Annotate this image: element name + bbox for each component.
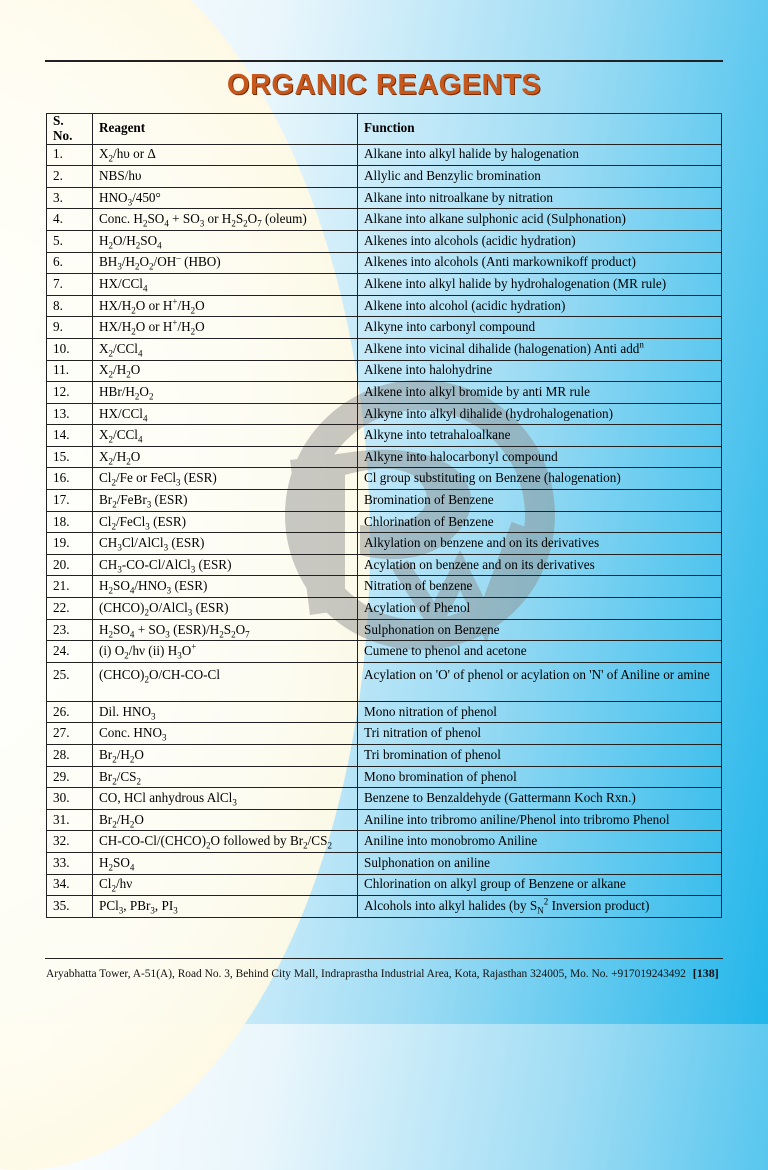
- reagent-cell: $(CHCO)_2O/CH-CO-Cl$: [93, 662, 358, 701]
- reagent-cell: $H_2O/H_2SO_4$: [93, 230, 358, 252]
- sno-cell: 35.: [47, 896, 93, 918]
- reagent-cell: $X_2/H_2O$: [93, 446, 358, 468]
- sno-cell: 5.: [47, 230, 93, 252]
- function-cell: Cumene to phenol and acetone: [358, 641, 722, 663]
- function-cell: Nitration of benzene: [358, 576, 722, 598]
- table-row: [47, 533, 722, 555]
- sno-cell: 10.: [47, 338, 93, 360]
- sno-cell: 20.: [47, 554, 93, 576]
- function-cell: Sulphonation on aniline: [358, 852, 722, 874]
- table-row: [47, 619, 722, 641]
- function-cell: Alkane into nitroalkane by nitration: [358, 187, 722, 209]
- function-cell: Alkenes into alcohols (Anti markownikoff product): [358, 252, 722, 274]
- function-cell: Alkene into halohydrine: [358, 360, 722, 382]
- function-cell: Chlorination on alkyl group of Benzene or alkane: [358, 874, 722, 896]
- reagent-cell: $Cl_2/Fe$ or FeCl$_3$ (ESR): [93, 468, 358, 490]
- table-row: [47, 641, 722, 663]
- function-cell: Aniline into tribromo aniline/Phenol into tribromo Phenol: [358, 809, 722, 831]
- function-cell: Acylation on benzene and on its derivatives: [358, 554, 722, 576]
- sno-cell: 29.: [47, 766, 93, 788]
- sno-cell: 30.: [47, 788, 93, 810]
- function-cell: Alkane into alkyl halide by halogenation: [358, 144, 722, 166]
- function-cell: Acylation of Phenol: [358, 598, 722, 620]
- function-cell: Alkenes into alcohols (acidic hydration): [358, 230, 722, 252]
- reagent-cell: $X_2/H_2O$: [93, 360, 358, 382]
- reagent-cell: Dil. $HNO_3$: [93, 701, 358, 723]
- sno-cell: 28.: [47, 745, 93, 767]
- table-row: [47, 852, 722, 874]
- table-row: [47, 187, 722, 209]
- table-row: [47, 446, 722, 468]
- reagent-cell: $HX/H_2O$ or $H^+/H_2O$: [93, 317, 358, 339]
- table-row: [47, 788, 722, 810]
- function-cell: Alkylation on benzene and on its derivatives: [358, 533, 722, 555]
- reagent-cell: $(CHCO)_2O/AlCl_3$ (ESR): [93, 598, 358, 620]
- reagent-cell: $Cl_2/FeCl_3$ (ESR): [93, 511, 358, 533]
- function-cell: Bromination of Benzene: [358, 490, 722, 512]
- table-row: [47, 662, 722, 701]
- sno-cell: 17.: [47, 490, 93, 512]
- table-row: [47, 252, 722, 274]
- sno-cell: 32.: [47, 831, 93, 853]
- reagent-cell: $Cl_2/h\nu$: [93, 874, 358, 896]
- function-cell: Sulphonation on Benzene: [358, 619, 722, 641]
- reagent-cell: $BH_3/H_2O_2/OH^-$ (HBO): [93, 252, 358, 274]
- sno-cell: 27.: [47, 723, 93, 745]
- reagent-cell: $X_2/CCl_4$: [93, 338, 358, 360]
- reagent-cell: Conc. $HNO_3$: [93, 723, 358, 745]
- sno-cell: 3.: [47, 187, 93, 209]
- sno-cell: 19.: [47, 533, 93, 555]
- table-row: [47, 468, 722, 490]
- sno-cell: 14.: [47, 425, 93, 447]
- footer-address: Aryabhatta Tower, A-51(A), Road No. 3, Behind City Mall, Indraprastha Industrial Area, Kota, Rajasthan 324005, Mo. No. +917019243492: [46, 968, 686, 980]
- function-cell: Alkene into alkyl bromide by anti MR rule: [358, 382, 722, 404]
- function-cell: Tri bromination of phenol: [358, 745, 722, 767]
- sno-cell: 22.: [47, 598, 93, 620]
- sno-cell: 15.: [47, 446, 93, 468]
- reagent-cell: $Br_2/FeBr_3$ (ESR): [93, 490, 358, 512]
- header-sno: S. No.: [47, 114, 93, 145]
- function-cell: Aniline into monobromo Aniline: [358, 831, 722, 853]
- reagent-cell: (i) $O_2/h\nu$ (ii) $H_3O^+$: [93, 641, 358, 663]
- sno-cell: 23.: [47, 619, 93, 641]
- table-row: [47, 745, 722, 767]
- table-row: [47, 166, 722, 188]
- sno-cell: 18.: [47, 511, 93, 533]
- table-row: [47, 723, 722, 745]
- function-cell: Allylic and Benzylic bromination: [358, 166, 722, 188]
- table-row: [47, 766, 722, 788]
- reagent-cell: $Br_2/H_2O$: [93, 809, 358, 831]
- table-row: [47, 809, 722, 831]
- table-row: [47, 896, 722, 918]
- table-row: [47, 144, 722, 166]
- reagent-cell: $Br_2/H_2O$: [93, 745, 358, 767]
- reagent-cell: NBS/hυ: [93, 166, 358, 188]
- reagent-cell: Conc. $H_2SO_4 + SO_3$ or $H_2S_2O_7$ (oleum): [93, 209, 358, 231]
- table-row: [47, 338, 722, 360]
- reagent-cell: $HX/H_2O$ or $H^+/H_2O$: [93, 295, 358, 317]
- reagent-cell: HBr/$H_2O_2$: [93, 382, 358, 404]
- reagent-cell: $X_2/CCl_4$: [93, 425, 358, 447]
- function-cell: Alkyne into carbonyl compound: [358, 317, 722, 339]
- table-row: [47, 831, 722, 853]
- footer: [46, 966, 746, 981]
- sno-cell: 9.: [47, 317, 93, 339]
- reagent-cell: $H_2SO_4 + SO_3$ $(ESR)/H_2S_2O_7$: [93, 619, 358, 641]
- table-row: [47, 403, 722, 425]
- table-row: [47, 425, 722, 447]
- reagent-cell: $CH-CO-Cl/(CHCO)_2O$ followed by $Br_2/CS_2$: [93, 831, 358, 853]
- function-cell: Alkene into alcohol (acidic hydration): [358, 295, 722, 317]
- function-cell: Alkyne into halocarbonyl compound: [358, 446, 722, 468]
- reagents-table: [46, 113, 722, 918]
- reagent-cell: $CH_3-CO-Cl/AlCl_3$ (ESR): [93, 554, 358, 576]
- sno-cell: 21.: [47, 576, 93, 598]
- table-header-row: [47, 114, 722, 145]
- function-cell: Alcohols into alkyl halides (by $S_N^2$ Inversion product): [358, 896, 722, 918]
- table-row: [47, 230, 722, 252]
- reagent-cell: $HNO_3/450^\circ$: [93, 187, 358, 209]
- table-row: [47, 274, 722, 296]
- function-cell: Tri nitration of phenol: [358, 723, 722, 745]
- reagent-cell: $X_2/h\upsilon$ or Δ: [93, 144, 358, 166]
- reagent-cell: $CH_3Cl/AlCl_3$ (ESR): [93, 533, 358, 555]
- sno-cell: 16.: [47, 468, 93, 490]
- function-cell: Alkyne into tetrahaloalkane: [358, 425, 722, 447]
- table-row: [47, 360, 722, 382]
- sno-cell: 25.: [47, 662, 93, 701]
- sno-cell: 11.: [47, 360, 93, 382]
- page-title: ORGANIC REAGENTS: [226, 69, 542, 101]
- table-row: [47, 382, 722, 404]
- sno-cell: 6.: [47, 252, 93, 274]
- function-cell: Acylation on 'O' of phenol or acylation on 'N' of Aniline or amine: [358, 662, 722, 701]
- table-row: [47, 701, 722, 723]
- table-row: [47, 554, 722, 576]
- function-cell: Alkyne into alkyl dihalide (hydrohalogenation): [358, 403, 722, 425]
- reagent-cell: PCl$_3$, PBr$_3$, $PI_3$: [93, 896, 358, 918]
- table-row: [47, 576, 722, 598]
- table-row: [47, 209, 722, 231]
- function-cell: Chlorination of Benzene: [358, 511, 722, 533]
- sno-cell: 24.: [47, 641, 93, 663]
- reagent-cell: HX/CCl$_4$: [93, 274, 358, 296]
- top-rule: [45, 60, 723, 62]
- function-cell: Benzene to Benzaldehyde (Gattermann Koch Rxn.): [358, 788, 722, 810]
- sno-cell: 12.: [47, 382, 93, 404]
- bottom-rule: [45, 958, 723, 959]
- function-cell: Alkane into alkane sulphonic acid (Sulphonation): [358, 209, 722, 231]
- reagent-cell: HX/CCl$_4$: [93, 403, 358, 425]
- function-cell: Mono nitration of phenol: [358, 701, 722, 723]
- table-body: [47, 144, 722, 917]
- header-function: Function: [358, 114, 722, 145]
- sno-cell: 26.: [47, 701, 93, 723]
- reagent-cell: $H_2SO_4/HNO_3$ (ESR): [93, 576, 358, 598]
- table-row: [47, 598, 722, 620]
- table-row: [47, 490, 722, 512]
- sno-cell: 31.: [47, 809, 93, 831]
- sno-cell: 8.: [47, 295, 93, 317]
- function-cell: Cl group substituting on Benzene (halogenation): [358, 468, 722, 490]
- reagent-cell: CO, HCl anhydrous AlCl$_3$: [93, 788, 358, 810]
- page-number: [138]: [692, 966, 719, 980]
- sno-cell: 2.: [47, 166, 93, 188]
- sno-cell: 4.: [47, 209, 93, 231]
- sno-cell: 34.: [47, 874, 93, 896]
- table-row: [47, 511, 722, 533]
- function-cell: Alkene into alkyl halide by hydrohalogenation (MR rule): [358, 274, 722, 296]
- sno-cell: 1.: [47, 144, 93, 166]
- sno-cell: 33.: [47, 852, 93, 874]
- table-row: [47, 874, 722, 896]
- reagent-cell: $Br_2/CS_2$: [93, 766, 358, 788]
- table-row: [47, 295, 722, 317]
- sno-cell: 13.: [47, 403, 93, 425]
- sno-cell: 7.: [47, 274, 93, 296]
- table-row: [47, 317, 722, 339]
- function-cell: Mono bromination of phenol: [358, 766, 722, 788]
- reagent-cell: $H_2SO_4$: [93, 852, 358, 874]
- header-reagent: Reagent: [93, 114, 358, 145]
- function-cell: Alkene into vicinal dihalide (halogenation) Anti add$^n$: [358, 338, 722, 360]
